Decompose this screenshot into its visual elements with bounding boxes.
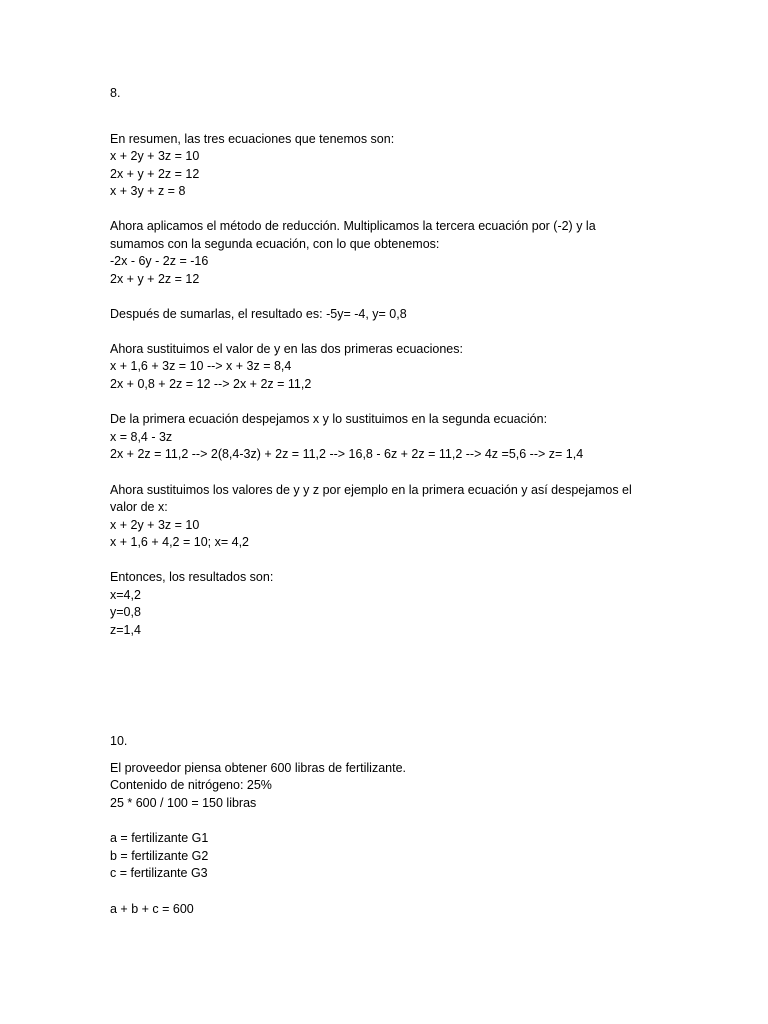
problem-10-number: 10. bbox=[110, 734, 128, 748]
equation-line: x + 1,6 + 3z = 10 --> x + 3z = 8,4 bbox=[110, 359, 292, 373]
problem-10-line: El proveedor piensa obtener 600 libras de fertilizante. bbox=[110, 761, 407, 775]
equation-line: -2x - 6y - 2z = -16 bbox=[110, 254, 209, 268]
problem-8-line: valor de x: bbox=[110, 500, 168, 514]
problem-8-line: Entonces, los resultados son: bbox=[110, 570, 274, 584]
problem-10-line: Contenido de nitrógeno: 25% bbox=[110, 778, 272, 792]
variable-definition: c = fertilizante G3 bbox=[110, 866, 208, 880]
variable-definition: a = fertilizante G1 bbox=[110, 831, 209, 845]
problem-8-line: Ahora aplicamos el método de reducción. Multiplicamos la tercera ecuación por (-2) y la bbox=[110, 219, 596, 233]
equation-line: 2x + 2z = 11,2 --> 2(8,4-3z) + 2z = 11,2 --> 16,8 - 6z + 2z = 11,2 --> 4z =5,6 --> z= 1,4 bbox=[110, 447, 584, 461]
equation-line: x + 3y + z = 8 bbox=[110, 184, 186, 198]
problem-8-line: Después de sumarlas, el resultado es: -5y= -4, y= 0,8 bbox=[110, 307, 407, 321]
equation-line: a + b + c = 600 bbox=[110, 902, 194, 916]
equation-line: x = 8,4 - 3z bbox=[110, 430, 173, 444]
problem-10-line: 25 * 600 / 100 = 150 libras bbox=[110, 796, 257, 810]
variable-definition: b = fertilizante G2 bbox=[110, 849, 209, 863]
problem-8-number: 8. bbox=[110, 86, 121, 100]
equation-line: x + 2y + 3z = 10 bbox=[110, 149, 200, 163]
result-line: x=4,2 bbox=[110, 588, 141, 602]
equation-line: x + 1,6 + 4,2 = 10; x= 4,2 bbox=[110, 535, 249, 549]
equation-line: 2x + 0,8 + 2z = 12 --> 2x + 2z = 11,2 bbox=[110, 377, 312, 391]
result-line: z=1,4 bbox=[110, 623, 141, 637]
problem-8-line: sumamos con la segunda ecuación, con lo que obtenemos: bbox=[110, 237, 440, 251]
equation-line: x + 2y + 3z = 10 bbox=[110, 518, 200, 532]
equation-line: 2x + y + 2z = 12 bbox=[110, 167, 200, 181]
result-line: y=0,8 bbox=[110, 605, 141, 619]
problem-8-line: Ahora sustituimos el valor de y en las dos primeras ecuaciones: bbox=[110, 342, 463, 356]
problem-8-line: De la primera ecuación despejamos x y lo sustituimos en la segunda ecuación: bbox=[110, 412, 548, 426]
problem-8-line: Ahora sustituimos los valores de y y z por ejemplo en la primera ecuación y así despejamos el bbox=[110, 483, 632, 497]
equation-line: 2x + y + 2z = 12 bbox=[110, 272, 200, 286]
problem-8-line: En resumen, las tres ecuaciones que tenemos son: bbox=[110, 132, 395, 146]
